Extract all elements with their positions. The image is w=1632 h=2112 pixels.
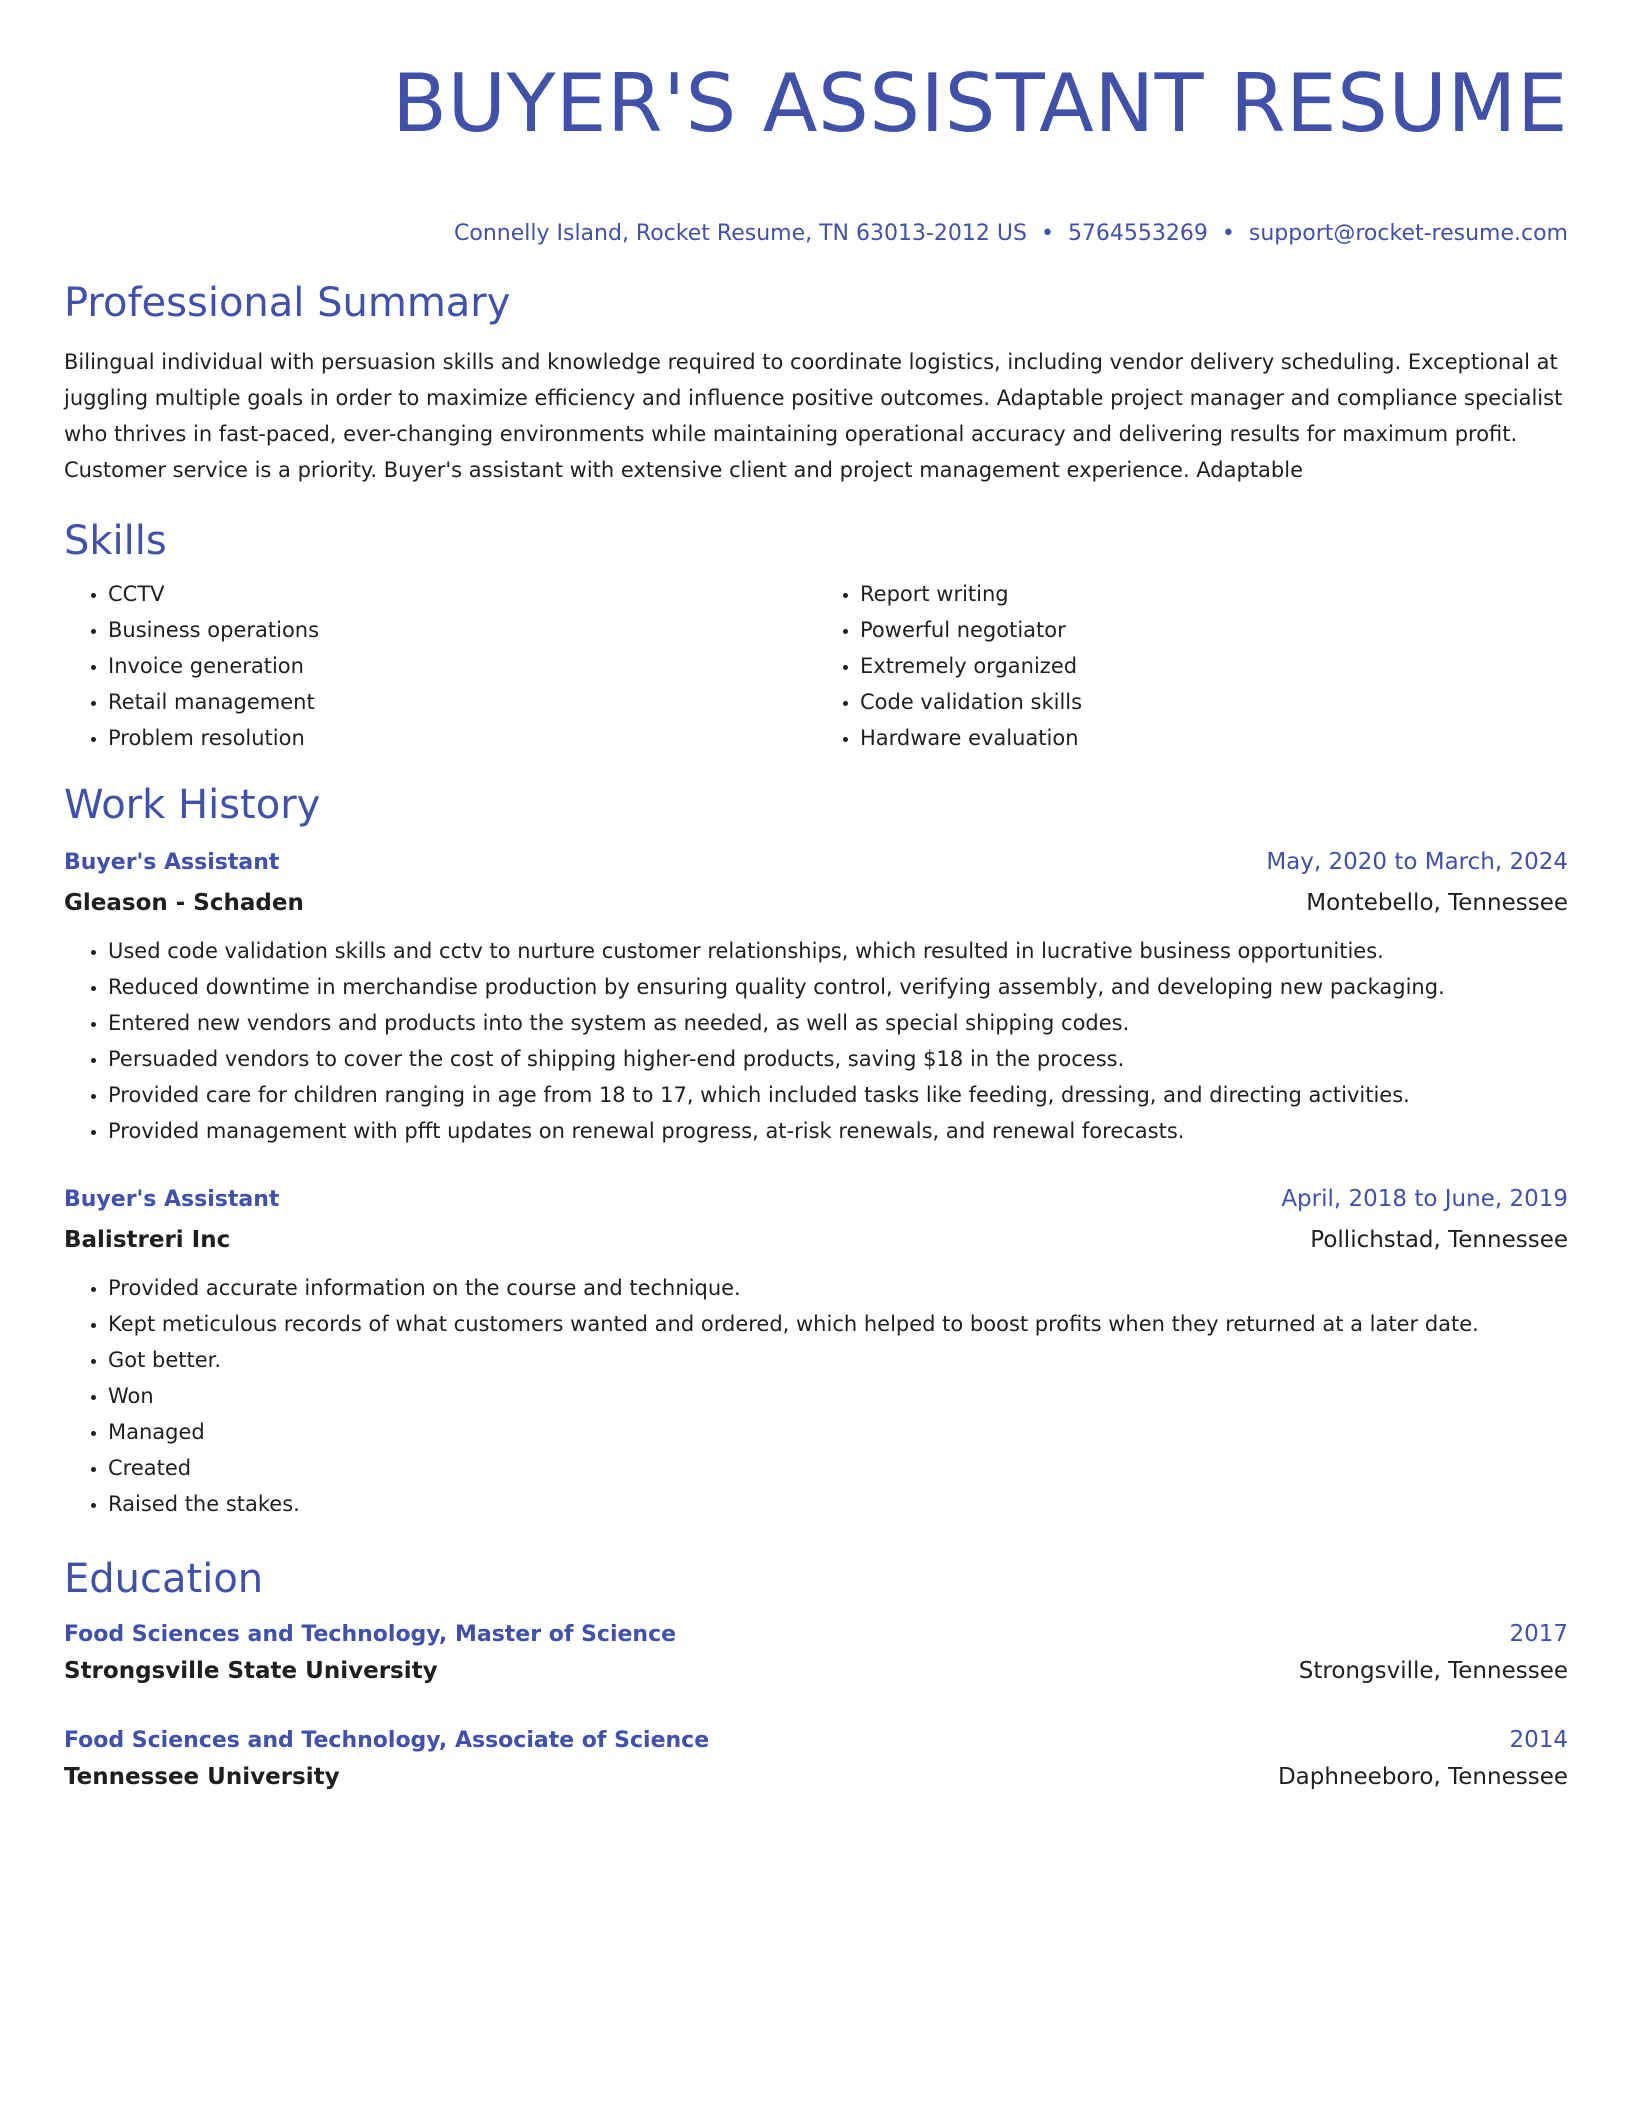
contact-phone: 5764553269 (1067, 221, 1208, 246)
job-location: Pollichstad, Tennessee (1310, 1227, 1568, 1253)
job-bullet: • Managed (108, 1414, 1568, 1450)
education-school: Strongsville State University (64, 1658, 438, 1684)
job-bullet: • Provided management with pfft updates on renewal progress, at-risk renewals, and renewal forecasts. (108, 1113, 1568, 1149)
job-bullet: • Created (108, 1450, 1568, 1486)
skill-item: • Invoice generation (108, 648, 816, 684)
skills-list (64, 576, 1568, 756)
summary-heading: Professional Summary (64, 280, 511, 326)
education-location: Daphneeboro, Tennessee (1277, 1764, 1568, 1790)
work-history-heading: Work History (64, 782, 321, 828)
education-degree: Food Sciences and Technology, Master of Science (64, 1622, 677, 1647)
skill-item: • Extremely organized (860, 648, 1568, 684)
job-company: Gleason - Schaden (64, 890, 304, 916)
skill-item: • Code validation skills (860, 684, 1568, 720)
education-degree: Food Sciences and Technology, Associate of Science (64, 1728, 710, 1753)
job-bullet: • Provided care for children ranging in age from 18 to 17, which included tasks like feeding, dressing, and directing activities. (108, 1077, 1568, 1113)
job-bullets (64, 1270, 1568, 1522)
skills-column-right (816, 576, 1568, 756)
education-year: 2014 (1509, 1727, 1568, 1753)
job-location: Montebello, Tennessee (1306, 890, 1568, 916)
skill-item: • Problem resolution (108, 720, 816, 756)
education-school: Tennessee University (64, 1764, 340, 1790)
job-title-row (64, 1179, 1568, 1220)
contact-separator: • (1221, 221, 1235, 246)
job-company: Balistreri Inc (64, 1227, 231, 1253)
contact-email: support@rocket-resume.com (1248, 221, 1568, 246)
education-school-row (64, 1759, 1568, 1796)
job-dates: May, 2020 to March, 2024 (1266, 849, 1568, 875)
job-company-row (64, 1220, 1568, 1260)
job-bullet: • Won (108, 1378, 1568, 1414)
job-bullet: • Persuaded vendors to cover the cost of shipping higher-end products, saving $18 in the process. (108, 1041, 1568, 1077)
skill-item: • CCTV (108, 576, 816, 612)
job-entry (64, 1179, 1568, 1522)
job-entry (64, 842, 1568, 1149)
job-bullet: • Got better. (108, 1342, 1568, 1378)
job-bullet: • Kept meticulous records of what customers wanted and ordered, which helped to boost profits when they returned at a later date. (108, 1306, 1568, 1342)
skill-item: • Hardware evaluation (860, 720, 1568, 756)
education-location: Strongsville, Tennessee (1298, 1658, 1568, 1684)
skills-heading: Skills (64, 518, 167, 564)
education-degree-row (64, 1616, 1568, 1653)
skills-column-left (64, 576, 816, 756)
education-year: 2017 (1509, 1621, 1568, 1647)
job-bullet: • Reduced downtime in merchandise production by ensuring quality control, verifying assembly, and developing new packaging. (108, 969, 1568, 1005)
job-title-row (64, 842, 1568, 883)
education-entry (64, 1616, 1568, 1690)
job-bullet: • Entered new vendors and products into the system as needed, as well as special shipping codes. (108, 1005, 1568, 1041)
skill-item: • Report writing (860, 576, 1568, 612)
job-title: Buyer's Assistant (64, 850, 280, 875)
contact-separator: • (1040, 221, 1054, 246)
job-bullets (64, 933, 1568, 1149)
page-title: BUYER'S ASSISTANT RESUME (392, 57, 1568, 150)
job-bullet: • Used code validation skills and cctv to nurture customer relationships, which resulted in lucrative business opportunities. (108, 933, 1568, 969)
resume-header (64, 0, 1568, 248)
job-company-row (64, 883, 1568, 923)
skill-item: • Powerful negotiator (860, 612, 1568, 648)
contact-line (64, 220, 1568, 248)
education-entry (64, 1722, 1568, 1796)
skill-item: • Business operations (108, 612, 816, 648)
education-degree-row (64, 1722, 1568, 1759)
contact-address: Connelly Island, Rocket Resume, TN 63013-2012 US (454, 221, 1027, 246)
education-school-row (64, 1653, 1568, 1690)
job-bullet: • Provided accurate information on the course and technique. (108, 1270, 1568, 1306)
education-heading: Education (64, 1556, 264, 1602)
summary-text: Bilingual individual with persuasion skills and knowledge required to coordinate logistics, including vendor delivery scheduling. Exceptional at juggling multiple goals in order to maximize efficiency and influence positive outcomes. Adaptable project manager and compliance specialist who thrives in fast-paced, ever-changing environments while maintaining operational accuracy and delivering results for maximum profit. Customer service is a priority. Buyer's assistant with extensive client and project management experience. Adaptable (64, 350, 1563, 482)
skill-item: • Retail management (108, 684, 816, 720)
job-title: Buyer's Assistant (64, 1187, 280, 1212)
job-bullet: • Raised the stakes. (108, 1486, 1568, 1522)
job-dates: April, 2018 to June, 2019 (1281, 1186, 1568, 1212)
